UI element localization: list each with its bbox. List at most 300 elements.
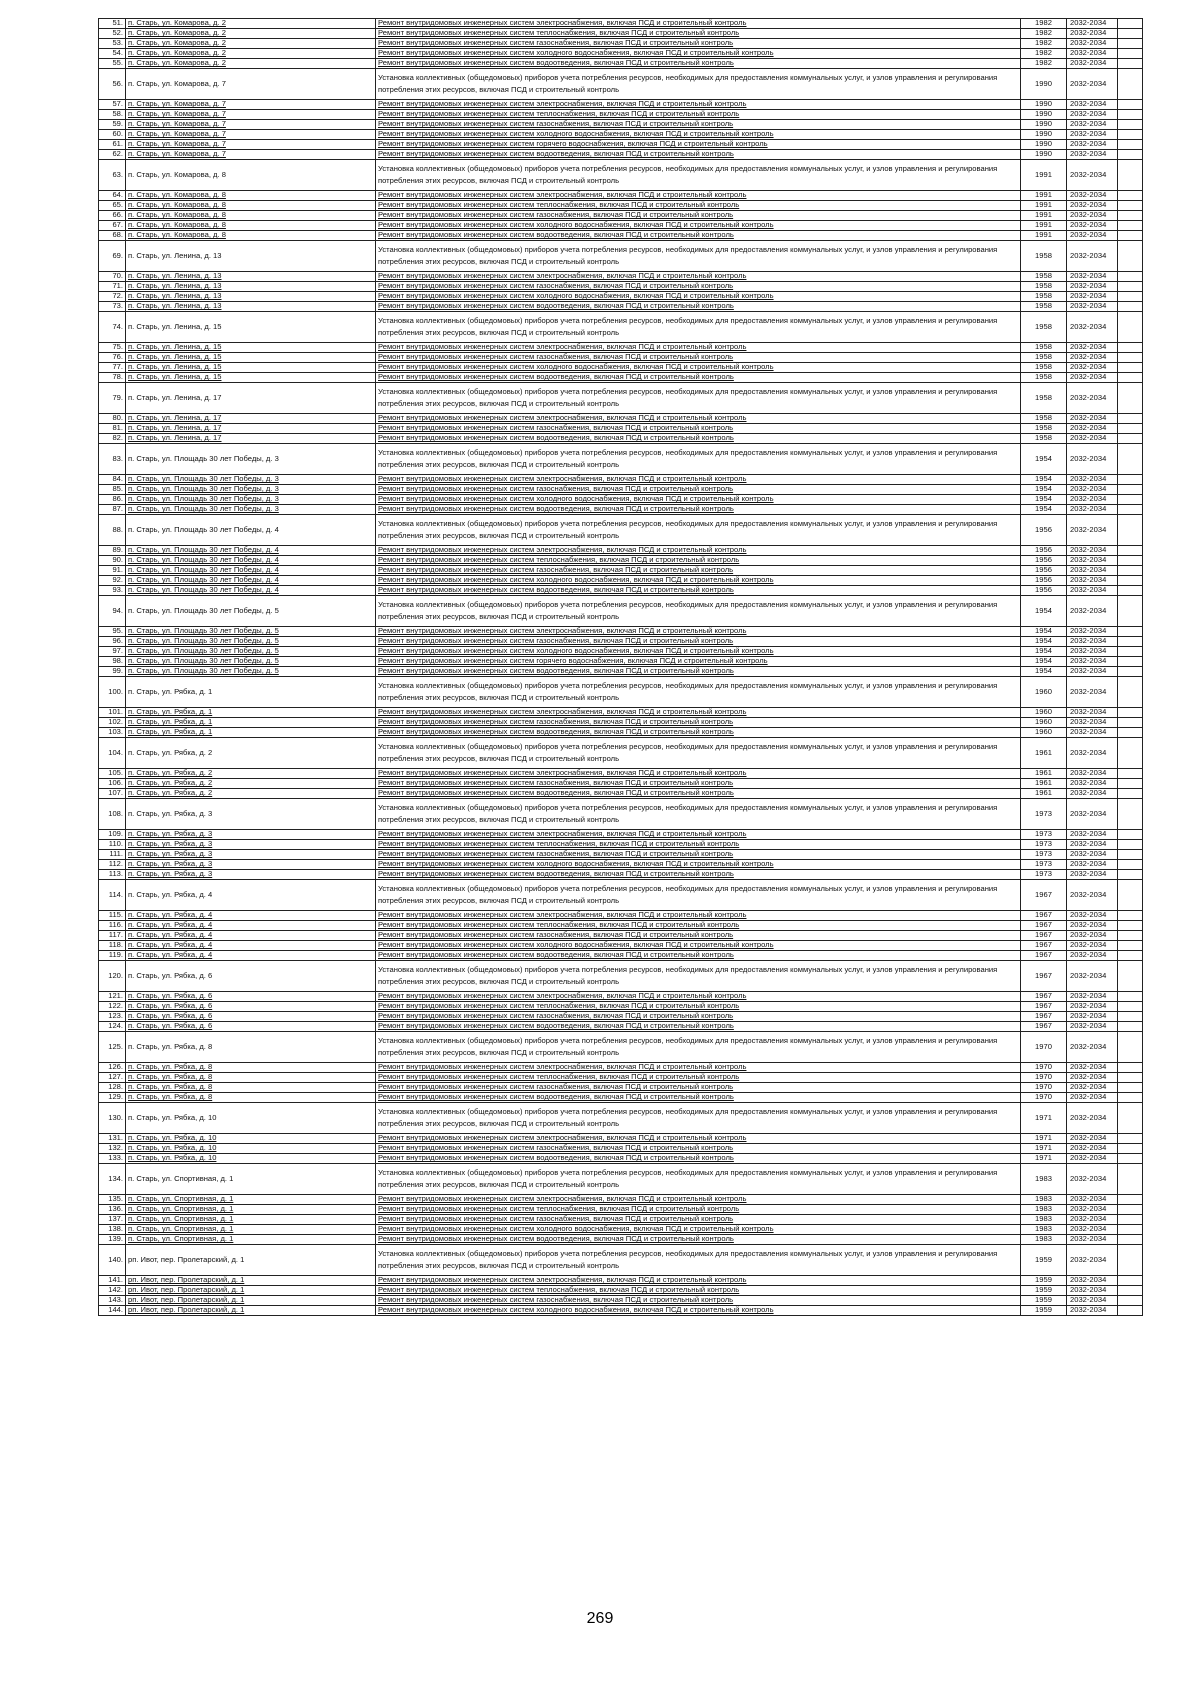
row-address: п. Старь, ул. Рябка, д. 8 <box>126 1073 376 1083</box>
row-number: 61. <box>99 140 126 150</box>
row-address: п. Старь, ул. Площадь 30 лет Победы, д. 5 <box>126 667 376 677</box>
row-work-type: Ремонт внутридомовых инженерных систем холодного водоснабжения, включая ПСД и строительный контроль <box>376 495 1021 505</box>
row-number: 56. <box>99 69 126 100</box>
row-work-type: Ремонт внутридомовых инженерных систем водоотведения, включая ПСД и строительный контроль <box>376 150 1021 160</box>
row-period: 2032-2034 <box>1067 292 1118 302</box>
table-row <box>99 241 1143 272</box>
row-empty-cell <box>1118 1306 1143 1316</box>
row-address: п. Старь, ул. Ленина, д. 17 <box>126 424 376 434</box>
row-empty-cell <box>1118 1032 1143 1063</box>
row-work-type: Ремонт внутридомовых инженерных систем электроснабжения, включая ПСД и строительный контроль <box>376 911 1021 921</box>
row-work-type: Ремонт внутридомовых инженерных систем электроснабжения, включая ПСД и строительный контроль <box>376 708 1021 718</box>
row-build-year: 1971 <box>1021 1144 1067 1154</box>
row-work-type: Установка коллективных (общедомовых) приборов учета потребления ресурсов, необходимых для предоставления коммунальных услуг, и узлов управления и регулирования потребления этих ресурсов, включая ПСД и строительный контроль <box>376 312 1021 343</box>
row-period: 2032-2034 <box>1067 1215 1118 1225</box>
row-number: 133. <box>99 1154 126 1164</box>
row-number: 94. <box>99 596 126 627</box>
row-address: рп. Ивот, пер. Пролетарский, д. 1 <box>126 1286 376 1296</box>
row-empty-cell <box>1118 120 1143 130</box>
row-address: п. Старь, ул. Рябка, д. 4 <box>126 931 376 941</box>
table-row <box>99 1296 1143 1306</box>
row-number: 142. <box>99 1286 126 1296</box>
row-period: 2032-2034 <box>1067 363 1118 373</box>
row-address: п. Старь, ул. Площадь 30 лет Победы, д. 4 <box>126 546 376 556</box>
row-build-year: 1960 <box>1021 677 1067 708</box>
row-address: рп. Ивот, пер. Пролетарский, д. 1 <box>126 1306 376 1316</box>
row-number: 100. <box>99 677 126 708</box>
row-period: 2032-2034 <box>1067 1063 1118 1073</box>
row-number: 79. <box>99 383 126 414</box>
row-period: 2032-2034 <box>1067 1093 1118 1103</box>
table-row <box>99 120 1143 130</box>
row-empty-cell <box>1118 515 1143 546</box>
row-period: 2032-2034 <box>1067 475 1118 485</box>
row-build-year: 1956 <box>1021 566 1067 576</box>
row-empty-cell <box>1118 29 1143 39</box>
row-work-type: Ремонт внутридомовых инженерных систем газоснабжения, включая ПСД и строительный контроль <box>376 39 1021 49</box>
row-period: 2032-2034 <box>1067 1245 1118 1276</box>
row-build-year: 1956 <box>1021 576 1067 586</box>
row-empty-cell <box>1118 241 1143 272</box>
row-work-type: Установка коллективных (общедомовых) приборов учета потребления ресурсов, необходимых для предоставления коммунальных услуг, и узлов управления и регулирования потребления этих ресурсов, включая ПСД и строительный контроль <box>376 961 1021 992</box>
row-empty-cell <box>1118 1093 1143 1103</box>
row-empty-cell <box>1118 444 1143 475</box>
row-work-type: Ремонт внутридомовых инженерных систем теплоснабжения, включая ПСД и строительный контроль <box>376 1205 1021 1215</box>
row-build-year: 1982 <box>1021 59 1067 69</box>
row-address: рп. Ивот, пер. Пролетарский, д. 1 <box>126 1276 376 1286</box>
table-row <box>99 921 1143 931</box>
row-empty-cell <box>1118 495 1143 505</box>
row-work-type: Ремонт внутридомовых инженерных систем теплоснабжения, включая ПСД и строительный контроль <box>376 556 1021 566</box>
row-number: 135. <box>99 1195 126 1205</box>
row-address: п. Старь, ул. Площадь 30 лет Победы, д. 3 <box>126 475 376 485</box>
row-work-type: Ремонт внутридомовых инженерных систем холодного водоснабжения, включая ПСД и строительный контроль <box>376 292 1021 302</box>
row-work-type: Ремонт внутридомовых инженерных систем водоотведения, включая ПСД и строительный контроль <box>376 59 1021 69</box>
row-address: п. Старь, ул. Рябка, д. 3 <box>126 840 376 850</box>
row-number: 103. <box>99 728 126 738</box>
row-build-year: 1991 <box>1021 191 1067 201</box>
row-period: 2032-2034 <box>1067 343 1118 353</box>
row-address: п. Старь, ул. Комарова, д. 8 <box>126 231 376 241</box>
table-row <box>99 850 1143 860</box>
row-address: п. Старь, ул. Рябка, д. 3 <box>126 870 376 880</box>
row-number: 115. <box>99 911 126 921</box>
row-number: 139. <box>99 1235 126 1245</box>
row-address: п. Старь, ул. Площадь 30 лет Победы, д. 5 <box>126 637 376 647</box>
row-number: 62. <box>99 150 126 160</box>
row-build-year: 1956 <box>1021 546 1067 556</box>
row-period: 2032-2034 <box>1067 69 1118 100</box>
row-build-year: 1967 <box>1021 921 1067 931</box>
table-row <box>99 19 1143 29</box>
row-empty-cell <box>1118 647 1143 657</box>
row-number: 123. <box>99 1012 126 1022</box>
table-row <box>99 1154 1143 1164</box>
row-build-year: 1971 <box>1021 1103 1067 1134</box>
row-build-year: 1954 <box>1021 627 1067 637</box>
table-row <box>99 860 1143 870</box>
row-period: 2032-2034 <box>1067 59 1118 69</box>
row-build-year: 1958 <box>1021 282 1067 292</box>
row-period: 2032-2034 <box>1067 1002 1118 1012</box>
row-number: 130. <box>99 1103 126 1134</box>
row-address: п. Старь, ул. Рябка, д. 2 <box>126 769 376 779</box>
row-work-type: Ремонт внутридомовых инженерных систем горячего водоснабжения, включая ПСД и строительный контроль <box>376 140 1021 150</box>
row-address: п. Старь, ул. Ленина, д. 15 <box>126 363 376 373</box>
page-number: 269 <box>586 1610 614 1627</box>
row-address: п. Старь, ул. Рябка, д. 8 <box>126 1032 376 1063</box>
row-address: п. Старь, ул. Площадь 30 лет Победы, д. 4 <box>126 515 376 546</box>
row-number: 68. <box>99 231 126 241</box>
row-period: 2032-2034 <box>1067 708 1118 718</box>
row-empty-cell <box>1118 1195 1143 1205</box>
row-period: 2032-2034 <box>1067 39 1118 49</box>
row-work-type: Ремонт внутридомовых инженерных систем холодного водоснабжения, включая ПСД и строительный контроль <box>376 49 1021 59</box>
row-empty-cell <box>1118 150 1143 160</box>
row-build-year: 1961 <box>1021 779 1067 789</box>
row-address: п. Старь, ул. Комарова, д. 8 <box>126 221 376 231</box>
row-address: п. Старь, ул. Спортивная, д. 1 <box>126 1225 376 1235</box>
row-build-year: 1983 <box>1021 1235 1067 1245</box>
row-period: 2032-2034 <box>1067 100 1118 110</box>
row-address: п. Старь, ул. Комарова, д. 7 <box>126 130 376 140</box>
row-address: п. Старь, ул. Комарова, д. 7 <box>126 100 376 110</box>
row-number: 110. <box>99 840 126 850</box>
row-number: 99. <box>99 667 126 677</box>
row-build-year: 1954 <box>1021 485 1067 495</box>
row-build-year: 1973 <box>1021 850 1067 860</box>
row-empty-cell <box>1118 1063 1143 1073</box>
table-row <box>99 556 1143 566</box>
row-build-year: 1990 <box>1021 140 1067 150</box>
row-number: 84. <box>99 475 126 485</box>
row-build-year: 1958 <box>1021 302 1067 312</box>
row-build-year: 1967 <box>1021 992 1067 1002</box>
row-period: 2032-2034 <box>1067 1225 1118 1235</box>
row-number: 96. <box>99 637 126 647</box>
row-build-year: 1954 <box>1021 657 1067 667</box>
row-empty-cell <box>1118 992 1143 1002</box>
table-row <box>99 414 1143 424</box>
row-period: 2032-2034 <box>1067 677 1118 708</box>
row-period: 2032-2034 <box>1067 961 1118 992</box>
row-period: 2032-2034 <box>1067 830 1118 840</box>
row-empty-cell <box>1118 231 1143 241</box>
row-period: 2032-2034 <box>1067 505 1118 515</box>
table-row <box>99 718 1143 728</box>
row-work-type: Ремонт внутридомовых инженерных систем газоснабжения, включая ПСД и строительный контроль <box>376 1012 1021 1022</box>
row-build-year: 1967 <box>1021 961 1067 992</box>
row-address: п. Старь, ул. Площадь 30 лет Победы, д. 3 <box>126 495 376 505</box>
table-row <box>99 191 1143 201</box>
row-work-type: Ремонт внутридомовых инженерных систем водоотведения, включая ПСД и строительный контроль <box>376 789 1021 799</box>
row-number: 134. <box>99 1164 126 1195</box>
row-empty-cell <box>1118 343 1143 353</box>
row-number: 74. <box>99 312 126 343</box>
row-number: 112. <box>99 860 126 870</box>
row-build-year: 1961 <box>1021 769 1067 779</box>
row-work-type: Ремонт внутридомовых инженерных систем электроснабжения, включая ПСД и строительный контроль <box>376 1134 1021 1144</box>
row-address: п. Старь, ул. Комарова, д. 8 <box>126 211 376 221</box>
row-build-year: 1967 <box>1021 1002 1067 1012</box>
row-build-year: 1958 <box>1021 373 1067 383</box>
table-row <box>99 150 1143 160</box>
table-row <box>99 160 1143 191</box>
row-work-type: Ремонт внутридомовых инженерных систем холодного водоснабжения, включая ПСД и строительный контроль <box>376 647 1021 657</box>
table-row <box>99 140 1143 150</box>
row-period: 2032-2034 <box>1067 191 1118 201</box>
row-period: 2032-2034 <box>1067 718 1118 728</box>
table-row <box>99 830 1143 840</box>
table-row <box>99 769 1143 779</box>
row-number: 111. <box>99 850 126 860</box>
table-row <box>99 282 1143 292</box>
row-empty-cell <box>1118 556 1143 566</box>
row-number: 67. <box>99 221 126 231</box>
row-address: п. Старь, ул. Рябка, д. 1 <box>126 718 376 728</box>
row-work-type: Ремонт внутридомовых инженерных систем теплоснабжения, включая ПСД и строительный контроль <box>376 1073 1021 1083</box>
row-empty-cell <box>1118 191 1143 201</box>
table-row <box>99 1195 1143 1205</box>
row-build-year: 1959 <box>1021 1306 1067 1316</box>
row-number: 97. <box>99 647 126 657</box>
row-empty-cell <box>1118 1002 1143 1012</box>
row-empty-cell <box>1118 1235 1143 1245</box>
row-empty-cell <box>1118 100 1143 110</box>
row-address: п. Старь, ул. Комарова, д. 7 <box>126 140 376 150</box>
row-work-type: Ремонт внутридомовых инженерных систем теплоснабжения, включая ПСД и строительный контроль <box>376 1002 1021 1012</box>
row-work-type: Ремонт внутридомовых инженерных систем теплоснабжения, включая ПСД и строительный контроль <box>376 1286 1021 1296</box>
row-build-year: 1958 <box>1021 312 1067 343</box>
row-empty-cell <box>1118 738 1143 769</box>
row-number: 141. <box>99 1276 126 1286</box>
row-address: п. Старь, ул. Рябка, д. 8 <box>126 1063 376 1073</box>
row-work-type: Ремонт внутридомовых инженерных систем теплоснабжения, включая ПСД и строительный контроль <box>376 29 1021 39</box>
row-empty-cell <box>1118 1103 1143 1134</box>
row-number: 65. <box>99 201 126 211</box>
row-work-type: Ремонт внутридомовых инженерных систем водоотведения, включая ПСД и строительный контроль <box>376 667 1021 677</box>
table-row <box>99 39 1143 49</box>
row-number: 77. <box>99 363 126 373</box>
row-address: п. Старь, ул. Ленина, д. 13 <box>126 282 376 292</box>
table-row <box>99 49 1143 59</box>
row-period: 2032-2034 <box>1067 1083 1118 1093</box>
row-build-year: 1983 <box>1021 1164 1067 1195</box>
row-build-year: 1954 <box>1021 637 1067 647</box>
row-empty-cell <box>1118 353 1143 363</box>
row-empty-cell <box>1118 1296 1143 1306</box>
row-work-type: Ремонт внутридомовых инженерных систем газоснабжения, включая ПСД и строительный контроль <box>376 718 1021 728</box>
row-period: 2032-2034 <box>1067 1103 1118 1134</box>
row-work-type: Ремонт внутридомовых инженерных систем водоотведения, включая ПСД и строительный контроль <box>376 1093 1021 1103</box>
row-work-type: Ремонт внутридомовых инженерных систем электроснабжения, включая ПСД и строительный контроль <box>376 627 1021 637</box>
row-work-type: Ремонт внутридомовых инженерных систем электроснабжения, включая ПСД и строительный контроль <box>376 343 1021 353</box>
row-period: 2032-2034 <box>1067 647 1118 657</box>
row-period: 2032-2034 <box>1067 546 1118 556</box>
row-period: 2032-2034 <box>1067 1144 1118 1154</box>
row-period: 2032-2034 <box>1067 728 1118 738</box>
table-row <box>99 130 1143 140</box>
row-address: п. Старь, ул. Рябка, д. 6 <box>126 1002 376 1012</box>
table-row <box>99 880 1143 911</box>
row-number: 82. <box>99 434 126 444</box>
row-empty-cell <box>1118 586 1143 596</box>
row-address: п. Старь, ул. Ленина, д. 15 <box>126 343 376 353</box>
row-address: п. Старь, ул. Комарова, д. 2 <box>126 29 376 39</box>
row-empty-cell <box>1118 546 1143 556</box>
row-period: 2032-2034 <box>1067 160 1118 191</box>
row-work-type: Ремонт внутридомовых инженерных систем газоснабжения, включая ПСД и строительный контроль <box>376 353 1021 363</box>
row-build-year: 1958 <box>1021 363 1067 373</box>
row-number: 138. <box>99 1225 126 1235</box>
row-work-type: Установка коллективных (общедомовых) приборов учета потребления ресурсов, необходимых для предоставления коммунальных услуг, и узлов управления и регулирования потребления этих ресурсов, включая ПСД и строительный контроль <box>376 1103 1021 1134</box>
row-address: п. Старь, ул. Рябка, д. 3 <box>126 799 376 830</box>
row-number: 120. <box>99 961 126 992</box>
row-address: п. Старь, ул. Площадь 30 лет Победы, д. 4 <box>126 566 376 576</box>
row-address: п. Старь, ул. Комарова, д. 2 <box>126 49 376 59</box>
row-address: п. Старь, ул. Рябка, д. 6 <box>126 1012 376 1022</box>
row-empty-cell <box>1118 1073 1143 1083</box>
table-row <box>99 211 1143 221</box>
row-build-year: 1970 <box>1021 1093 1067 1103</box>
row-address: п. Старь, ул. Площадь 30 лет Победы, д. 4 <box>126 556 376 566</box>
row-period: 2032-2034 <box>1067 221 1118 231</box>
row-address: п. Старь, ул. Ленина, д. 17 <box>126 414 376 424</box>
row-number: 69. <box>99 241 126 272</box>
row-empty-cell <box>1118 363 1143 373</box>
table-row <box>99 363 1143 373</box>
row-period: 2032-2034 <box>1067 272 1118 282</box>
row-build-year: 1967 <box>1021 1022 1067 1032</box>
row-period: 2032-2034 <box>1067 414 1118 424</box>
row-number: 64. <box>99 191 126 201</box>
table-row <box>99 789 1143 799</box>
row-address: п. Старь, ул. Рябка, д. 4 <box>126 880 376 911</box>
row-address: п. Старь, ул. Комарова, д. 2 <box>126 39 376 49</box>
row-work-type: Ремонт внутридомовых инженерных систем водоотведения, включая ПСД и строительный контроль <box>376 951 1021 961</box>
table-row <box>99 738 1143 769</box>
row-address: п. Старь, ул. Рябка, д. 6 <box>126 961 376 992</box>
row-period: 2032-2034 <box>1067 1012 1118 1022</box>
row-work-type: Ремонт внутридомовых инженерных систем газоснабжения, включая ПСД и строительный контроль <box>376 779 1021 789</box>
row-address: п. Старь, ул. Комарова, д. 7 <box>126 110 376 120</box>
row-work-type: Ремонт внутридомовых инженерных систем газоснабжения, включая ПСД и строительный контроль <box>376 566 1021 576</box>
row-empty-cell <box>1118 1134 1143 1144</box>
row-number: 93. <box>99 586 126 596</box>
table-row <box>99 911 1143 921</box>
table-row <box>99 69 1143 100</box>
row-address: п. Старь, ул. Ленина, д. 13 <box>126 292 376 302</box>
row-number: 143. <box>99 1296 126 1306</box>
row-work-type: Ремонт внутридомовых инженерных систем электроснабжения, включая ПСД и строительный контроль <box>376 546 1021 556</box>
row-work-type: Установка коллективных (общедомовых) приборов учета потребления ресурсов, необходимых для предоставления коммунальных услуг, и узлов управления и регулирования потребления этих ресурсов, включая ПСД и строительный контроль <box>376 1164 1021 1195</box>
row-build-year: 1990 <box>1021 150 1067 160</box>
row-number: 121. <box>99 992 126 1002</box>
row-address: п. Старь, ул. Рябка, д. 1 <box>126 677 376 708</box>
row-number: 86. <box>99 495 126 505</box>
row-empty-cell <box>1118 657 1143 667</box>
row-build-year: 1959 <box>1021 1245 1067 1276</box>
row-period: 2032-2034 <box>1067 657 1118 667</box>
table-row <box>99 1205 1143 1215</box>
row-number: 136. <box>99 1205 126 1215</box>
row-empty-cell <box>1118 373 1143 383</box>
table-row <box>99 59 1143 69</box>
row-number: 137. <box>99 1215 126 1225</box>
row-number: 101. <box>99 708 126 718</box>
table-row <box>99 1073 1143 1083</box>
table-row <box>99 343 1143 353</box>
row-period: 2032-2034 <box>1067 1276 1118 1286</box>
row-number: 105. <box>99 769 126 779</box>
row-build-year: 1973 <box>1021 870 1067 880</box>
row-address: п. Старь, ул. Рябка, д. 4 <box>126 911 376 921</box>
row-number: 55. <box>99 59 126 69</box>
row-number: 91. <box>99 566 126 576</box>
row-address: п. Старь, ул. Рябка, д. 2 <box>126 738 376 769</box>
row-work-type: Ремонт внутридомовых инженерных систем электроснабжения, включая ПСД и строительный контроль <box>376 272 1021 282</box>
row-work-type: Ремонт внутридомовых инженерных систем электроснабжения, включая ПСД и строительный контроль <box>376 414 1021 424</box>
row-period: 2032-2034 <box>1067 211 1118 221</box>
row-work-type: Установка коллективных (общедомовых) приборов учета потребления ресурсов, необходимых для предоставления коммунальных услуг, и узлов управления и регулирования потребления этих ресурсов, включая ПСД и строительный контроль <box>376 1032 1021 1063</box>
table-row <box>99 201 1143 211</box>
row-build-year: 1971 <box>1021 1134 1067 1144</box>
row-empty-cell <box>1118 921 1143 931</box>
row-period: 2032-2034 <box>1067 383 1118 414</box>
row-empty-cell <box>1118 282 1143 292</box>
row-work-type: Ремонт внутридомовых инженерных систем холодного водоснабжения, включая ПСД и строительный контроль <box>376 941 1021 951</box>
row-empty-cell <box>1118 1215 1143 1225</box>
row-period: 2032-2034 <box>1067 1296 1118 1306</box>
row-work-type: Ремонт внутридомовых инженерных систем электроснабжения, включая ПСД и строительный контроль <box>376 1195 1021 1205</box>
row-work-type: Ремонт внутридомовых инженерных систем холодного водоснабжения, включая ПСД и строительный контроль <box>376 363 1021 373</box>
table-row <box>99 100 1143 110</box>
table-body <box>99 19 1143 1316</box>
row-work-type: Установка коллективных (общедомовых) приборов учета потребления ресурсов, необходимых для предоставления коммунальных услуг, и узлов управления и регулирования потребления этих ресурсов, включая ПСД и строительный контроль <box>376 1245 1021 1276</box>
row-build-year: 1956 <box>1021 515 1067 546</box>
row-number: 52. <box>99 29 126 39</box>
row-build-year: 1991 <box>1021 221 1067 231</box>
row-number: 71. <box>99 282 126 292</box>
table-row <box>99 221 1143 231</box>
table-row <box>99 302 1143 312</box>
row-address: п. Старь, ул. Площадь 30 лет Победы, д. 3 <box>126 485 376 495</box>
table-row <box>99 383 1143 414</box>
row-address: п. Старь, ул. Площадь 30 лет Победы, д. 5 <box>126 627 376 637</box>
row-period: 2032-2034 <box>1067 576 1118 586</box>
row-period: 2032-2034 <box>1067 49 1118 59</box>
table-row <box>99 1093 1143 1103</box>
row-number: 132. <box>99 1144 126 1154</box>
row-work-type: Ремонт внутридомовых инженерных систем горячего водоснабжения, включая ПСД и строительный контроль <box>376 657 1021 667</box>
row-empty-cell <box>1118 1164 1143 1195</box>
row-number: 109. <box>99 830 126 840</box>
row-empty-cell <box>1118 39 1143 49</box>
row-work-type: Установка коллективных (общедомовых) приборов учета потребления ресурсов, необходимых для предоставления коммунальных услуг, и узлов управления и регулирования потребления этих ресурсов, включая ПСД и строительный контроль <box>376 880 1021 911</box>
row-build-year: 1956 <box>1021 556 1067 566</box>
table-row <box>99 444 1143 475</box>
row-work-type: Ремонт внутридомовых инженерных систем водоотведения, включая ПСД и строительный контроль <box>376 1235 1021 1245</box>
row-build-year: 1982 <box>1021 39 1067 49</box>
row-build-year: 1970 <box>1021 1032 1067 1063</box>
row-work-type: Установка коллективных (общедомовых) приборов учета потребления ресурсов, необходимых для предоставления коммунальных услуг, и узлов управления и регулирования потребления этих ресурсов, включая ПСД и строительный контроль <box>376 799 1021 830</box>
row-address: п. Старь, ул. Рябка, д. 3 <box>126 830 376 840</box>
row-number: 89. <box>99 546 126 556</box>
row-work-type: Ремонт внутридомовых инженерных систем холодного водоснабжения, включая ПСД и строительный контроль <box>376 860 1021 870</box>
table-row <box>99 596 1143 627</box>
row-empty-cell <box>1118 434 1143 444</box>
row-number: 72. <box>99 292 126 302</box>
